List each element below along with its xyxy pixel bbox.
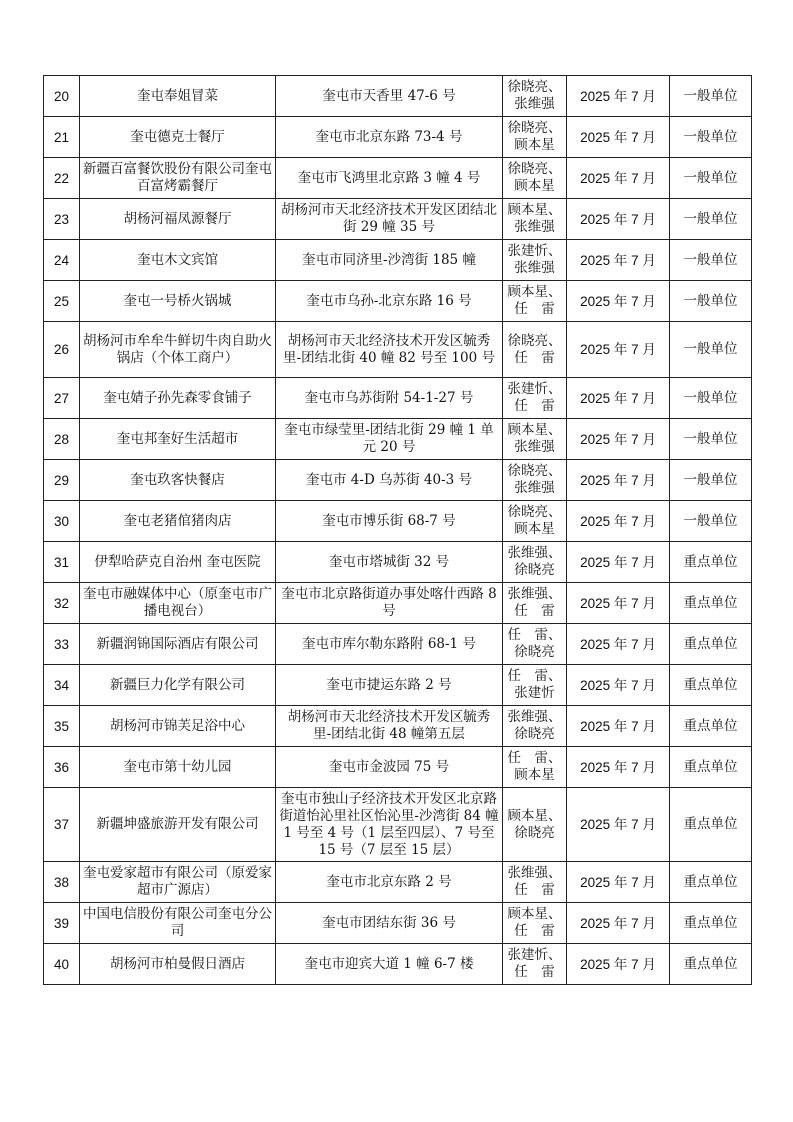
inspection-date: 2025 年 7 月 [567,706,670,747]
inspector-name: 徐晓亮 [514,644,555,660]
inspector-name: 徐晓亮 [514,562,555,578]
row-number: 21 [44,117,80,158]
inspectors [503,862,567,903]
inspector-name: 顾本星 [514,767,555,783]
inspection-date: 2025 年 7 月 [567,419,670,460]
inspector-name: 顾本星、 [507,202,562,218]
table-row [44,281,752,322]
inspector-name: 张建忻、 [507,243,562,259]
table-row [44,583,752,624]
inspector-name: 顾本星、 [507,284,562,300]
inspector-name: 任 雷、 [507,627,562,643]
unit-address: 奎屯市塔城街 32 号 [276,542,503,583]
inspector-name: 任 雷 [514,301,555,317]
table-row [44,199,752,240]
unit-address: 奎屯市绿莹里-团结北街 29 幢 1 单元 20 号 [276,419,503,460]
inspectors [503,788,567,862]
row-number: 33 [44,624,80,665]
unit-name: 奎屯婧子孙先森零食铺子 [80,378,276,419]
inspectors [503,460,567,501]
table-row [44,158,752,199]
inspector-name: 张维强 [514,439,555,455]
row-number: 39 [44,903,80,944]
inspectors [503,501,567,542]
inspector-name: 顾本星 [514,137,555,153]
inspection-date: 2025 年 7 月 [567,199,670,240]
table-row [44,903,752,944]
table-row [44,460,752,501]
unit-name: 奎屯一号桥火锅城 [80,281,276,322]
inspection-date: 2025 年 7 月 [567,747,670,788]
unit-category: 一般单位 [670,378,752,419]
inspection-date: 2025 年 7 月 [567,378,670,419]
inspector-name: 任 雷 [514,603,555,619]
inspectors [503,706,567,747]
inspector-name: 任 雷 [514,398,555,414]
row-number: 20 [44,76,80,117]
inspector-name: 任 雷、 [507,668,562,684]
unit-name: 胡杨河市柏曼假日酒店 [80,944,276,985]
inspector-name: 徐晓亮、 [507,120,562,136]
unit-address: 奎屯市飞鸿里北京路 3 幢 4 号 [276,158,503,199]
inspector-name: 徐晓亮、 [507,161,562,177]
unit-category: 一般单位 [670,158,752,199]
inspectors [503,747,567,788]
inspection-date: 2025 年 7 月 [567,624,670,665]
unit-category: 一般单位 [670,199,752,240]
inspectors [503,117,567,158]
inspection-date: 2025 年 7 月 [567,501,670,542]
row-number: 37 [44,788,80,862]
row-number: 36 [44,747,80,788]
unit-name: 奎屯玖客快餐店 [80,460,276,501]
unit-category: 重点单位 [670,788,752,862]
inspection-date: 2025 年 7 月 [567,117,670,158]
unit-category: 重点单位 [670,903,752,944]
unit-address: 奎屯市独山子经济技术开发区北京路街道怡沁里社区怡沁里-沙湾街 84 幢 1 号至 4 号（1 层至四层）、7 号至 15 号（7 层至 15 层） [276,788,503,862]
unit-category: 一般单位 [670,460,752,501]
table-row [44,862,752,903]
unit-address: 奎屯市迎宾大道 1 幢 6-7 楼 [276,944,503,985]
table-row [44,788,752,862]
inspector-name: 张建忻、 [507,381,562,397]
inspectors [503,542,567,583]
table-row [44,419,752,460]
table-row [44,542,752,583]
table-row [44,117,752,158]
unit-name: 奎屯市第十幼儿园 [80,747,276,788]
row-number: 27 [44,378,80,419]
table-row [44,624,752,665]
unit-address: 奎屯市库尔勒东路附 68-1 号 [276,624,503,665]
row-number: 38 [44,862,80,903]
inspection-date: 2025 年 7 月 [567,903,670,944]
row-number: 40 [44,944,80,985]
unit-address: 奎屯市北京东路 73-4 号 [276,117,503,158]
unit-address: 奎屯市同济里-沙湾街 185 幢 [276,240,503,281]
inspectors [503,944,567,985]
inspector-name: 徐晓亮、 [507,463,562,479]
unit-category: 重点单位 [670,624,752,665]
unit-name: 伊犁哈萨克自治州 奎屯医院 [80,542,276,583]
unit-category: 一般单位 [670,76,752,117]
inspector-name: 徐晓亮、 [507,504,562,520]
inspection-date: 2025 年 7 月 [567,158,670,199]
unit-category: 重点单位 [670,706,752,747]
inspection-date: 2025 年 7 月 [567,322,670,378]
inspector-name: 张维强 [514,219,555,235]
row-number: 30 [44,501,80,542]
inspection-date: 2025 年 7 月 [567,583,670,624]
inspector-name: 徐晓亮 [514,726,555,742]
inspector-name: 张建忻 [514,685,555,701]
unit-name: 胡杨河福凤源餐厅 [80,199,276,240]
table-row [44,76,752,117]
unit-address: 奎屯市天香里 47-6 号 [276,76,503,117]
inspector-name: 顾本星 [514,521,555,537]
inspection-date: 2025 年 7 月 [567,460,670,501]
unit-category: 一般单位 [670,281,752,322]
unit-address: 奎屯市北京路街道办事处喀什西路 8 号 [276,583,503,624]
unit-category: 重点单位 [670,862,752,903]
unit-category: 重点单位 [670,665,752,706]
table-body [44,76,752,985]
inspector-name: 任 雷 [514,882,555,898]
inspection-date: 2025 年 7 月 [567,788,670,862]
table-row [44,240,752,281]
unit-address: 奎屯市 4-D 乌苏街 40-3 号 [276,460,503,501]
inspector-name: 张维强、 [507,709,562,725]
inspectors [503,199,567,240]
unit-name: 新疆百富餐饮股份有限公司奎屯百富烤霸餐厅 [80,158,276,199]
unit-category: 一般单位 [670,501,752,542]
table-row [44,747,752,788]
unit-address: 奎屯市北京东路 2 号 [276,862,503,903]
inspection-date: 2025 年 7 月 [567,862,670,903]
row-number: 26 [44,322,80,378]
inspection-table [43,75,752,985]
inspectors [503,281,567,322]
inspector-name: 任 雷 [514,923,555,939]
inspectors [503,624,567,665]
unit-address: 胡杨河市天北经济技术开发区毓秀里-团结北街 40 幢 82 号至 100 号 [276,322,503,378]
inspector-name: 张维强、 [507,865,562,881]
unit-address: 奎屯市乌苏街附 54-1-27 号 [276,378,503,419]
unit-name: 奎屯奉姐冒菜 [80,76,276,117]
table-row [44,378,752,419]
unit-name: 奎屯爱家超市有限公司（原爱家超市广源店） [80,862,276,903]
row-number: 35 [44,706,80,747]
unit-category: 一般单位 [670,322,752,378]
table-row [44,322,752,378]
unit-address: 胡杨河市天北经济技术开发区团结北街 29 幢 35 号 [276,199,503,240]
unit-address: 奎屯市捷运东路 2 号 [276,665,503,706]
table-row [44,501,752,542]
inspector-name: 张建忻、 [507,947,562,963]
inspectors [503,76,567,117]
unit-category: 一般单位 [670,419,752,460]
inspector-name: 张维强、 [507,545,562,561]
inspectors [503,240,567,281]
unit-name: 奎屯市融媒体中心（原奎屯市广播电视台） [80,583,276,624]
inspector-name: 张维强 [514,260,555,276]
row-number: 24 [44,240,80,281]
inspection-date: 2025 年 7 月 [567,240,670,281]
inspectors [503,322,567,378]
table-row [44,944,752,985]
inspectors [503,903,567,944]
inspector-name: 张维强 [514,480,555,496]
unit-address: 奎屯市博乐街 68-7 号 [276,501,503,542]
inspectors [503,158,567,199]
unit-category: 重点单位 [670,542,752,583]
inspector-name: 顾本星、 [507,906,562,922]
inspector-name: 张维强、 [507,586,562,602]
unit-category: 一般单位 [670,117,752,158]
table-row [44,665,752,706]
unit-address: 奎屯市乌孙-北京东路 16 号 [276,281,503,322]
row-number: 32 [44,583,80,624]
inspector-name: 徐晓亮、 [507,332,562,349]
inspectors [503,665,567,706]
unit-address: 奎屯市团结东街 36 号 [276,903,503,944]
unit-name: 奎屯老猪倌猪肉店 [80,501,276,542]
inspector-name: 顾本星、 [507,422,562,438]
unit-name: 奎屯木文宾馆 [80,240,276,281]
table-row [44,706,752,747]
unit-category: 一般单位 [670,240,752,281]
unit-name: 新疆润锦国际酒店有限公司 [80,624,276,665]
unit-category: 重点单位 [670,747,752,788]
inspector-name: 徐晓亮、 [507,79,562,95]
inspectors [503,419,567,460]
inspection-date: 2025 年 7 月 [567,542,670,583]
inspectors [503,583,567,624]
unit-name: 中国电信股份有限公司奎屯分公司 [80,903,276,944]
row-number: 34 [44,665,80,706]
inspectors [503,378,567,419]
unit-category: 重点单位 [670,583,752,624]
inspector-name: 任 雷、 [507,750,562,766]
inspector-name: 徐晓亮 [514,824,555,841]
inspection-date: 2025 年 7 月 [567,944,670,985]
inspector-name: 任 雷 [514,349,555,366]
row-number: 28 [44,419,80,460]
inspection-date: 2025 年 7 月 [567,76,670,117]
inspection-date: 2025 年 7 月 [567,281,670,322]
inspector-name: 任 雷 [514,964,555,980]
unit-name: 胡杨河市锦芙足浴中心 [80,706,276,747]
unit-address: 胡杨河市天北经济技术开发区毓秀里-团结北街 48 幢第五层 [276,706,503,747]
unit-name: 新疆巨力化学有限公司 [80,665,276,706]
unit-name: 奎屯邦奎好生活超市 [80,419,276,460]
row-number: 31 [44,542,80,583]
row-number: 25 [44,281,80,322]
unit-name: 胡杨河市牟牟牛鲜切牛肉自助火锅店（个体工商户） [80,322,276,378]
inspector-name: 顾本星、 [507,807,562,824]
row-number: 23 [44,199,80,240]
row-number: 29 [44,460,80,501]
inspector-name: 顾本星 [514,178,555,194]
inspection-date: 2025 年 7 月 [567,665,670,706]
unit-name: 新疆坤盛旅游开发有限公司 [80,788,276,862]
row-number: 22 [44,158,80,199]
unit-address: 奎屯市金波园 75 号 [276,747,503,788]
unit-category: 重点单位 [670,944,752,985]
unit-name: 奎屯德克士餐厅 [80,117,276,158]
inspector-name: 张维强 [514,96,555,112]
